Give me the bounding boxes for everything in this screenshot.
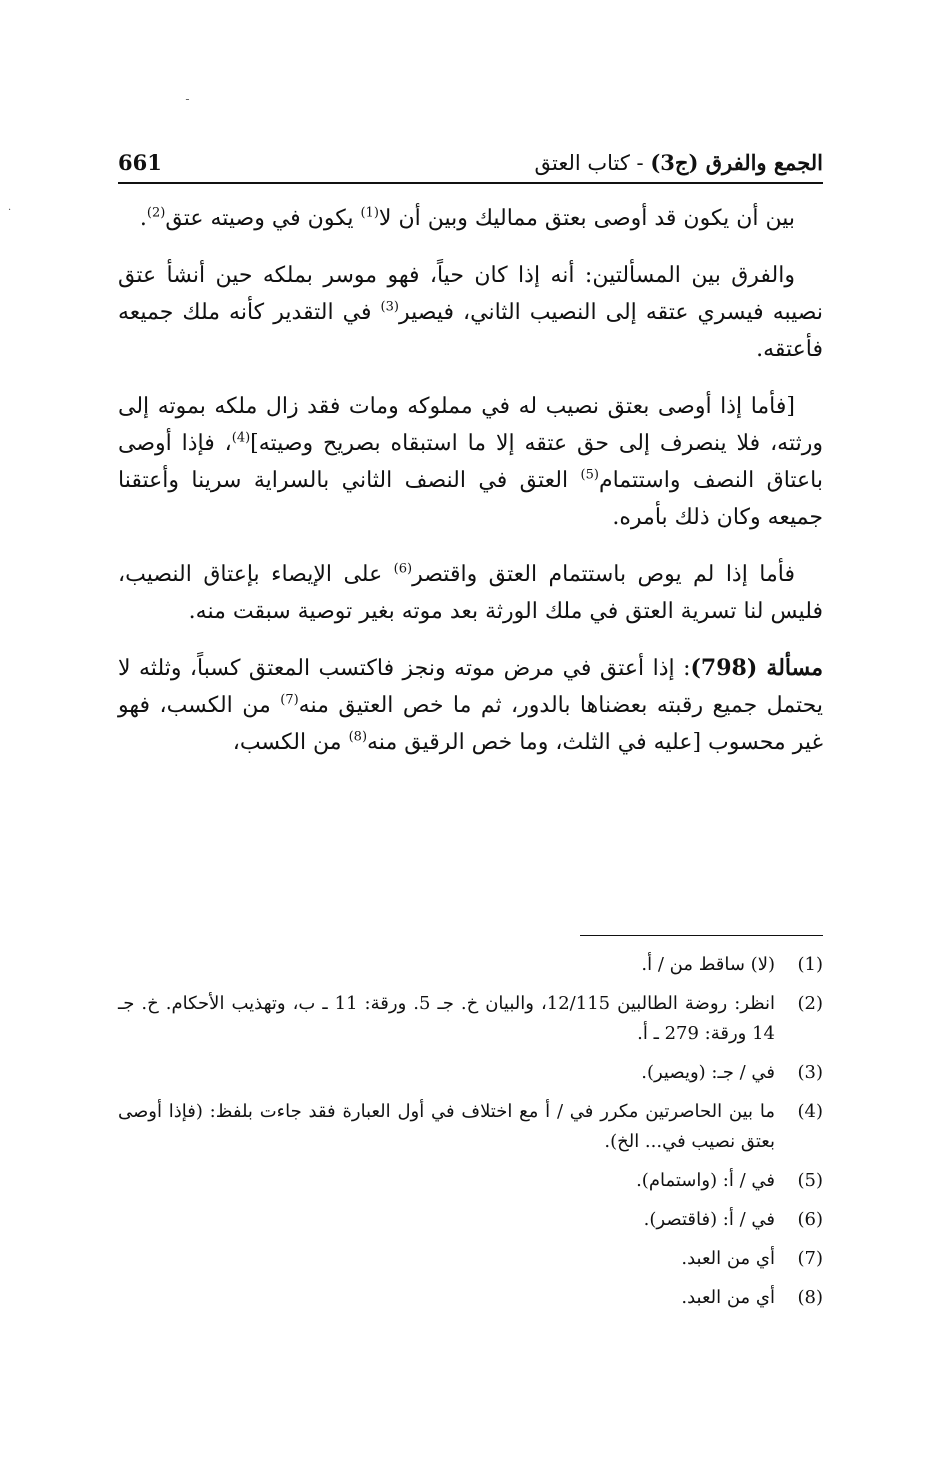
text-segment: ، فإذا أوصى باعتاق النصف واستتمام — [118, 431, 823, 493]
footnote-text: انظر: روضة الطالبين 12/115، والبيان خ. جـ 5. ورقة: 11 ـ ب، وتهذيب الأحكام. خ. جـ 14 ورقة: 279 ـ أ. — [118, 993, 776, 1044]
scan-speck: · — [8, 205, 12, 216]
text-segment: . — [139, 206, 147, 231]
issue-heading: مسألة (798) — [690, 655, 824, 681]
footnote-number: (8) — [797, 1287, 823, 1308]
footnote-number: (1) — [797, 954, 823, 975]
text-segment: والفرق بين المسألتين: أنه إذا كان حياً، فهو موسر بملكه حين أنشأ عتق نصيبه فيسري عتقه إلى النصيب الثاني، فيصير — [118, 263, 824, 325]
text-segment: من الكسب، — [232, 730, 349, 755]
text-segment: بين أن يكون قد أوصى بعتق مماليك وبين أن لا — [378, 206, 795, 231]
footnote — [118, 1058, 823, 1088]
text-segment: على الإيصاء بإعتاق النصيب، فليس لنا تسرية العتق في ملك الورثة بعد موته بغير توصية سبقت منه. — [118, 562, 823, 624]
footnote-separator — [580, 935, 823, 936]
text-segment: العتق في النصف الثاني بالسراية سرينا وأعتقنا جميعه وكان ذلك بأمره. — [118, 468, 823, 530]
scan-speck: ـ — [186, 92, 189, 103]
page-number: 661 — [118, 150, 162, 175]
footnote-marker: (6) — [393, 561, 413, 577]
footnote-marker: (3) — [380, 299, 399, 315]
footnote — [118, 1166, 823, 1196]
footnote-text: ما بين الحاصرتين مكرر في / أ مع اختلاف في أول العبارة فقد جاءت بلفظ: (فإذا أوصى بعتق نصيب في... الخ). — [118, 1101, 775, 1152]
text-segment: يكون في وصيته عتق — [165, 206, 361, 231]
footnote-text: في / جـ: (ويصير). — [641, 1062, 775, 1083]
footnote-marker: (4) — [231, 430, 251, 446]
paragraph — [118, 200, 823, 237]
footnote-marker: (7) — [280, 692, 299, 708]
footnote-marker: (2) — [146, 205, 166, 221]
main-text — [118, 200, 823, 781]
paragraph — [118, 556, 823, 630]
running-head-title: الجمع والفرق (ج3) — [650, 150, 823, 175]
page-header — [118, 148, 823, 184]
footnote — [118, 1205, 823, 1235]
running-head-chapter: - كتاب العتق — [534, 151, 651, 175]
text-segment: فأما إذا لم يوص باستتمام العتق واقتصر — [412, 562, 795, 587]
text-segment: في التقدير كأنه ملك جميعه فأعتقه. — [118, 300, 823, 362]
paragraph — [118, 650, 823, 761]
footnote-text: أي من العبد. — [681, 1248, 775, 1269]
footnote — [118, 989, 823, 1049]
footnote-text: في / أ: (فاقتصر). — [643, 1209, 775, 1230]
footnote — [118, 1283, 823, 1313]
footnote-number: (6) — [797, 1209, 823, 1230]
footnotes — [118, 950, 823, 1322]
footnote-number: (7) — [797, 1248, 823, 1269]
footnote-number: (4) — [797, 1101, 823, 1122]
footnote-text: أي من العبد. — [681, 1287, 775, 1308]
footnote-number: (2) — [797, 993, 823, 1014]
footnote-marker: (5) — [580, 467, 599, 483]
text-segment: [فأما إذا أوصى بعتق نصيب له في مملوكه ومات فقد زال ملكه بموته إلى ورثته، فلا ينصرف إلى حق عتقه إلا ما استبقاه بصريح وصيته] — [118, 394, 823, 456]
text-segment: : إذا أعتق في مرض موته ونجز فاكتسب المعتق كسباً، وثلثه لا يحتمل جميع رقبته بعضناها بالدور، ثم ما خص العتيق منه — [118, 656, 824, 718]
footnote — [118, 950, 823, 980]
footnote-marker: (8) — [348, 729, 368, 745]
footnote-marker: (1) — [360, 205, 379, 221]
text-segment: من الكسب، فهو غير محسوب [عليه في الثلث، وما خص الرقيق منه — [118, 693, 823, 755]
paragraph — [118, 257, 823, 368]
paragraph — [118, 388, 823, 536]
running-head — [534, 148, 823, 178]
footnote — [118, 1244, 823, 1274]
footnote-text: في / أ: (واستمام). — [636, 1170, 775, 1191]
footnote-text: (لا) ساقط من / أ. — [641, 954, 775, 975]
footnote-number: (3) — [797, 1062, 823, 1083]
footnote-number: (5) — [797, 1170, 823, 1191]
footnote — [118, 1097, 823, 1157]
